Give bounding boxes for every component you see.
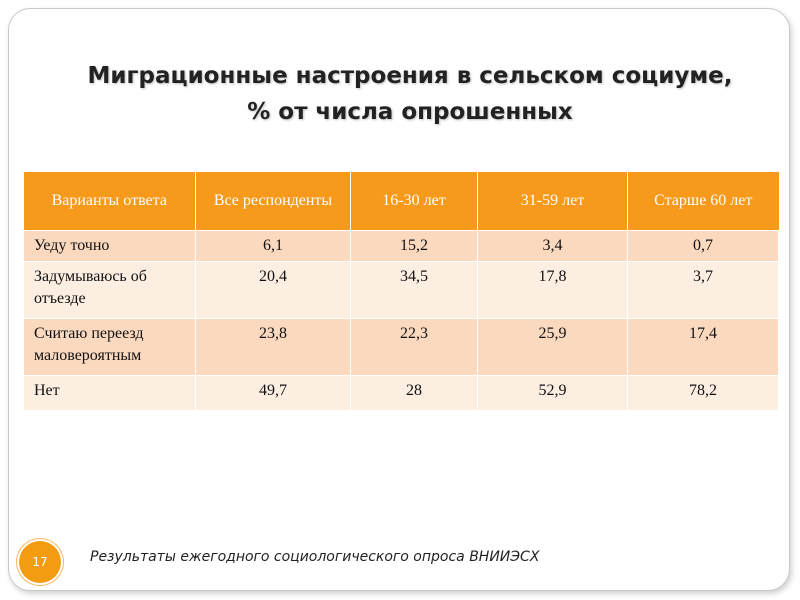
- table-row: [24, 319, 779, 376]
- table-cell: 78,2: [628, 376, 779, 411]
- row-label: Считаю переезд маловероятным: [24, 319, 196, 376]
- slide-title-line-2: % от числа опрошенных: [247, 99, 573, 125]
- table-cell: 0,7: [628, 231, 779, 262]
- table-header-cell: Все респонденты: [196, 172, 351, 231]
- table-header-cell: 31-59 лет: [478, 172, 628, 231]
- row-label: Уеду точно: [24, 231, 196, 262]
- table-header-cell: Варианты ответа: [24, 172, 196, 231]
- table-cell: 28: [351, 376, 478, 411]
- table-cell: 52,9: [478, 376, 628, 411]
- table-cell: 34,5: [351, 262, 478, 319]
- table-cell: 15,2: [351, 231, 478, 262]
- migration-table: [23, 172, 779, 411]
- table-cell: 23,8: [196, 319, 351, 376]
- table-cell: 3,4: [478, 231, 628, 262]
- page-number: 17: [32, 555, 48, 569]
- row-label: Задумываюсь об отъезде: [24, 262, 196, 319]
- table-header-cell: Старше 60 лет: [628, 172, 779, 231]
- footer-caption: Результаты ежегодного социологического опроса ВНИИЭСХ: [90, 549, 540, 565]
- table-header-row: [24, 172, 779, 231]
- table-cell: 6,1: [196, 231, 351, 262]
- slide-title: [30, 58, 790, 130]
- table-cell: 49,7: [196, 376, 351, 411]
- table-row: [24, 376, 779, 411]
- table-cell: 3,7: [628, 262, 779, 319]
- table-header-cell: 16-30 лет: [351, 172, 478, 231]
- table-cell: 25,9: [478, 319, 628, 376]
- slide-title-line-1: Миграционные настроения в сельском социуме,: [87, 63, 733, 89]
- table-row: [24, 262, 779, 319]
- table-cell: 17,4: [628, 319, 779, 376]
- table-row: [24, 231, 779, 262]
- page-number-badge: [19, 541, 61, 583]
- table-cell: 22,3: [351, 319, 478, 376]
- row-label: Нет: [24, 376, 196, 411]
- table-cell: 20,4: [196, 262, 351, 319]
- table-cell: 17,8: [478, 262, 628, 319]
